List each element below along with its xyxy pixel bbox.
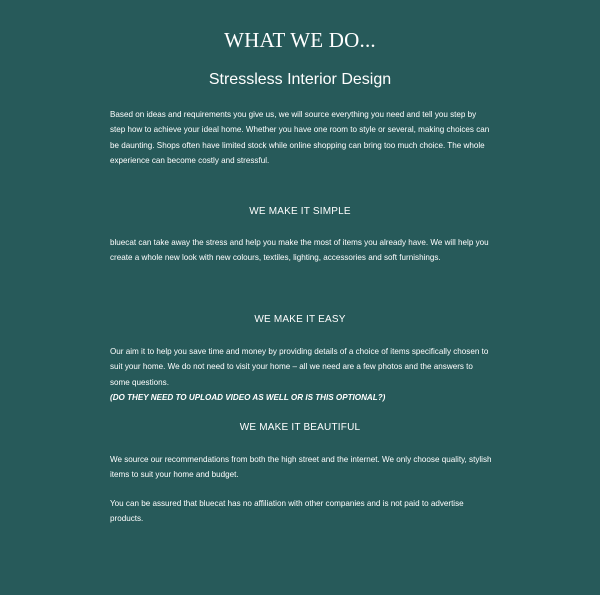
section-title-easy: WE MAKE IT EASY: [254, 314, 346, 325]
section-body-easy: [110, 344, 492, 406]
section-title-beautiful: WE MAKE IT BEAUTIFUL: [239, 422, 361, 433]
section-title-simple: WE MAKE IT SIMPLE: [249, 206, 351, 217]
section-text-easy: Our aim it to help you save time and money by providing details of a choice of items specifically chosen to suit your home. We do not need to visit your home – all we need are a few photos and the answers to some questions.: [110, 347, 489, 387]
page-subtitle: Stressless Interior Design: [208, 71, 392, 88]
section-text-simple: bluecat can take away the stress and help you make the most of items you already have. We will help you create a whole new look with new colours, textiles, lighting, accessories and soft furnishings.: [110, 238, 489, 263]
editor-note: (DO THEY NEED TO UPLOAD VIDEO AS WELL OR IS THIS OPTIONAL?): [110, 393, 386, 403]
intro-paragraph: Based on ideas and requirements you give us, we will source everything you need and tell you step by step how to achieve your ideal home. Whether you have one room to style or several, making choices can be daunting. Shops often have limited stock while online shopping can bring too much choice. The whole experience can become costly and stressful.: [110, 110, 490, 166]
section-text-beautiful: We source our recommendations from both the high street and the internet. We only choose quality, stylish items to suit your home and budget.: [110, 455, 492, 480]
page-title: WHAT WE DO...: [224, 28, 376, 52]
section-text-affiliation: You can be assured that bluecat has no affiliation with other companies and is not paid to advertise products.: [110, 499, 464, 524]
